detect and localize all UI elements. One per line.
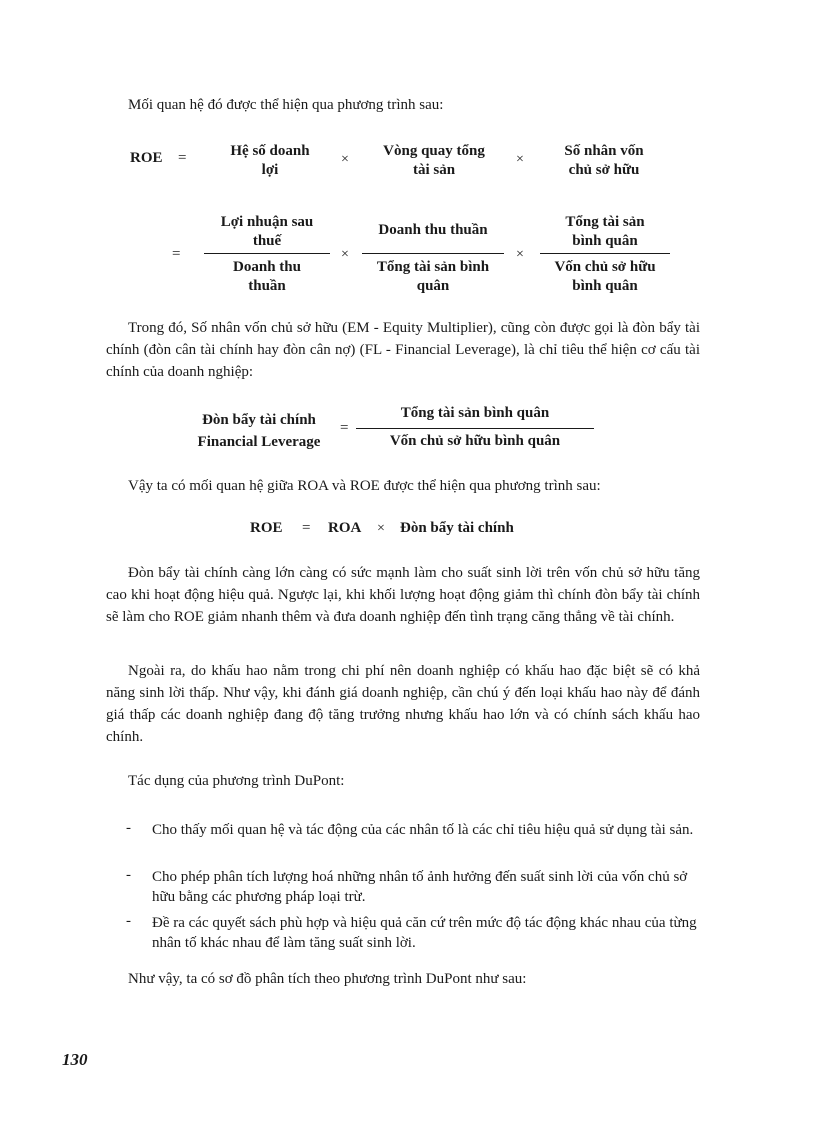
eq2-f1-denominator: Doanh thu thuần — [233, 259, 301, 294]
eq2-f1-fraction-bar — [204, 253, 330, 254]
eq2-f3-numerator: Tổng tài sản bình quân — [565, 214, 645, 249]
list-item: Cho phép phân tích lượng hoá những nhân tố ảnh hưởng đến suất sinh lời của vốn chủ sở hữu bằng các phương pháp loại trừ. — [152, 869, 688, 905]
eq3-numerator: Tổng tài sản bình quân — [400, 405, 550, 421]
eq1-factor3: Số nhân vốn chủ sở hữu — [564, 143, 644, 178]
eq2-f3-denominator: Vốn chủ sở hữu bình quân — [554, 259, 656, 294]
eq4-times: × — [377, 521, 385, 536]
eq2-f2-fraction-bar — [362, 253, 504, 254]
paragraph-roa-roe: Vậy ta có mối quan hệ giữa ROA và ROE được thể hiện qua phương trình sau: — [128, 478, 601, 494]
eq2-f2-denominator: Tổng tài sản bình quân — [376, 259, 490, 294]
eq4-financial-leverage: Đòn bẩy tài chính — [400, 520, 514, 536]
eq2-times1: × — [341, 247, 349, 262]
paragraph-dupont-diagram-intro: Như vậy, ta có sơ đồ phân tích theo phương trình DuPont như sau: — [128, 971, 527, 987]
eq3-denominator: Vốn chủ sở hữu bình quân — [389, 433, 561, 449]
eq3-equals: = — [340, 420, 349, 436]
eq2-equals: = — [172, 246, 181, 262]
eq1-roe: ROE — [130, 150, 163, 166]
paragraph-depreciation: Ngoài ra, do khấu hao nằm trong chi phí nên doanh nghiệp có khấu hao đặc biệt sẽ có khả năng sinh lời thấp. Như vậy, khi đánh giá doanh nghiệp, cần chú ý đến loại khấu hao này để đánh giá thấp các doanh nghiệp đang độ tăng trưởng nhưng khấu hao lớn và có chính sách khấu hao chính. — [106, 663, 700, 745]
eq2-times2: × — [516, 247, 524, 262]
eq1-equals: = — [178, 150, 187, 166]
paragraph-em-definition: Trong đó, Số nhân vốn chủ sở hữu (EM - Equity Multiplier), cũng còn được gọi là đòn bẩy tài chính (đòn cân tài chính hay đòn cân nợ) (FL - Financial Leverage), là chỉ tiêu thể hiện cơ cấu tài chính của doanh nghiệp: — [106, 320, 700, 380]
eq2-f3-fraction-bar — [540, 253, 670, 254]
eq2-f1-numerator: Lợi nhuận sau thuế — [220, 214, 314, 249]
eq2-f2-numerator: Doanh thu thuần — [378, 222, 488, 238]
intro-text: Mối quan hệ đó được thể hiện qua phương trình sau: — [128, 97, 444, 113]
page-number: 130 — [62, 1050, 88, 1069]
eq3-fraction-bar — [356, 428, 594, 429]
eq4-roe: ROE — [250, 520, 283, 536]
eq4-equals: = — [302, 520, 311, 536]
eq4-roa: ROA — [328, 520, 362, 536]
bullet-dash: - — [126, 867, 131, 883]
bullet-dash: - — [126, 820, 131, 836]
paragraph-leverage-effect: Đòn bẩy tài chính càng lớn càng có sức mạnh làm cho suất sinh lời trên vốn chủ sở hữu tăng cao khi hoạt động hiệu quả. Ngược lại, khi khối lượng hoạt động giảm thì chính đòn bẩy tài chính sẽ làm cho ROE giảm nhanh thêm và đưa doanh nghiệp đến tình trạng căng thẳng về tài chính. — [106, 565, 700, 625]
eq1-times1: × — [341, 152, 349, 167]
eq3-label: Đòn bẩy tài chính Financial Leverage — [197, 412, 321, 450]
list-item: Cho thấy mối quan hệ và tác động của các nhân tố là các chỉ tiêu hiệu quả sử dụng tài sản. — [152, 822, 694, 838]
eq1-factor1: Hệ số doanh lợi — [230, 143, 310, 178]
eq1-times2: × — [516, 152, 524, 167]
eq1-factor2: Vòng quay tổng tài sản — [383, 143, 485, 178]
list-item: Đề ra các quyết sách phù hợp và hiệu quả căn cứ trên mức độ tác động khác nhau của từng nhân tố khác nhau để làm tăng suất sinh lời. — [152, 915, 697, 951]
bullet-dash: - — [126, 913, 131, 929]
paragraph-dupont-uses: Tác dụng của phương trình DuPont: — [128, 773, 345, 789]
